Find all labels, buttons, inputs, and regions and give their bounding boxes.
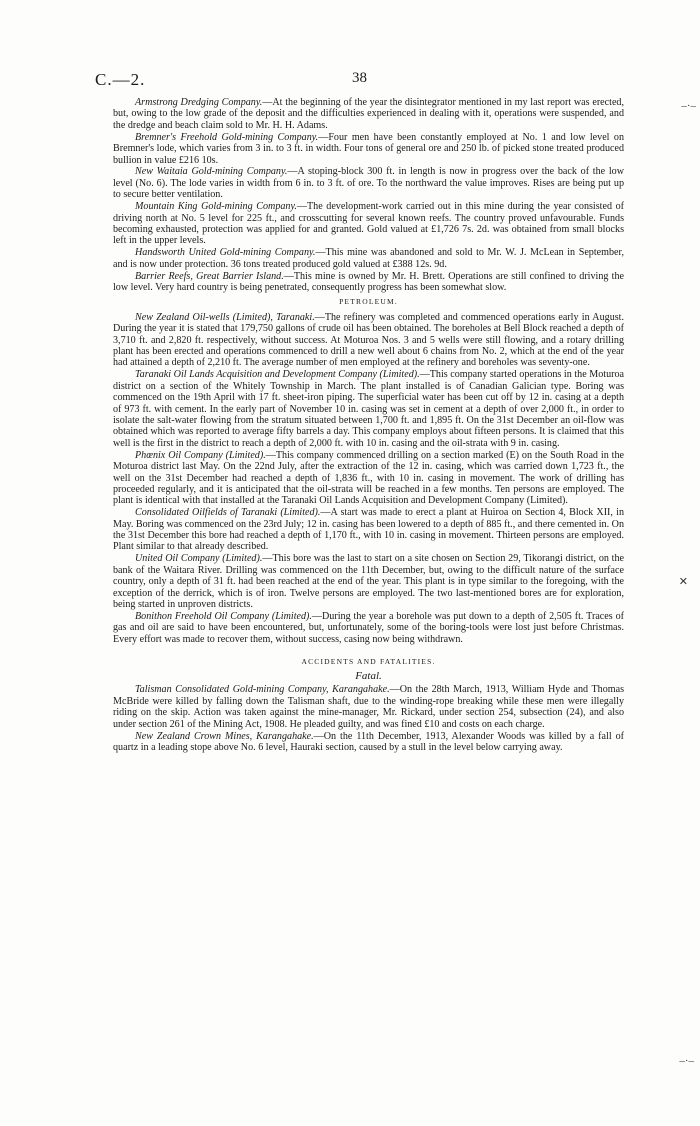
paragraph-united-oil — [113, 553, 624, 610]
company-name: Phœnix Oil Company (Limited). — [135, 449, 266, 461]
company-name: Mountain King Gold-mining Company. — [135, 201, 297, 213]
paragraph-text: —This mine was abandoned and sold to Mr. W. J. McLean in September, and is now under protection. 36 tons treated produced gold valued at £388 12s. 9d. — [113, 247, 624, 270]
margin-mark: ✕ — [678, 576, 688, 588]
paragraph-text: —During the year a borehole was put down to a depth of 2,505 ft. Traces of gas and oil are said to have been encountered, but, unfortunately, some of the boring-tools were lost just before Christmas. Every effort was made to recover them, without success, casing now being withdrawn. — [113, 610, 624, 645]
paragraph-text: —On the 28th March, 1913, William Hyde and Thomas McBride were killed by falling down the Talisman shaft, due to the winding-rope breaking while these men were illegally riding on the skip. Action was taken against the mine-manager, Mr. Rickard, under section 254, subsection (24), and also under section 261 of the Mining Act, 1908. He pleaded guilty, and was fined £10 and costs on each charge. — [113, 684, 624, 730]
document-reference: C.—2. — [95, 70, 146, 89]
company-name: Handsworth United Gold-mining Company. — [135, 247, 316, 259]
paragraph-new-waitaia — [113, 166, 624, 200]
paragraph-consolidated-oilfields — [113, 507, 624, 553]
paragraph-text: —This company started operations in the Moturoa district on a section of the Whitely Township in March. The plant installed is of Canadian Galician type. Boring was commenced on the 19th April with 17 ft. sheet-iron piping. The superficial water has been cut off by 12 in. casing at a depth of 973 ft. with cement. In the early part of November 10 in. casing was set in cement at a depth of over 2,000 ft., in order to isolate the salt-water flowing from the stratum situated between 1,700 ft. and 1,895 ft. On the 31st December an oil-flow was obtained which was reported to average fifty barrels a day. This company employs about fifteen persons. It is claimed that this well is the first in the district to reach a depth of 2,000 ft. with 10 in. casing and the oil-strata with 9 in. casing. — [113, 369, 625, 449]
spacer — [113, 646, 624, 653]
paragraph-text: —The development-work carried out in this mine during the year consisted of driving north at No. 5 level for 225 ft., and crosscutting for several known reefs. The country proved unfavourable. Funds becoming exhausted, protection was applied for and granted. Gold valued at £1,726 7s. 2d. was obtained from small blocks left in the upper levels. — [113, 201, 624, 247]
company-name: Barrier Reefs, Great Barrier Island. — [135, 270, 284, 282]
petroleum-heading: PETROLEUM. — [339, 297, 398, 307]
company-name: Bremner's Freehold Gold-mining Company. — [135, 131, 319, 143]
page-number: 38 — [352, 70, 367, 86]
paragraph-text: —This bore was the last to start on a site chosen on Section 29, Tikorangi district, on the bank of the Waitara River. Drilling was commenced on the 11th December, but, owing to the difficult nature of the surface country, only a depth of 31 ft. had been reached at the end of the year. This plant is in type similar to the foregoing, with the exception of the derrick, which is of iron. Twelve persons are employed. The two last-mentioned bores are for exploration, being started in unproven districts. — [113, 553, 624, 610]
paragraph-nz-oil-wells — [113, 312, 624, 369]
page-header — [95, 70, 624, 90]
paragraph-text: —This mine is owned by Mr. H. Brett. Operations are still confined to driving the low level. Very hard country is being penetrated, consequently progress has been somewhat slow. — [113, 270, 624, 293]
paragraph-text: —This company commenced drilling on a section marked (E) on the South Road in the Moturoa district last May. On the 22nd July, after the extraction of the 12 in. casing, which was carried down 1,723 ft., the well on the 31st December had reached a depth of 1,836 ft., with 10 in. casing in movement. The work of drilling has proceeded regularly, and it is anticipated that the oil-strata will be reached in a few months. Ten persons are employed. The plant is identical with that installed at the Taranaki Oil Lands Acquisition and Development Company (Limited). — [113, 449, 624, 507]
paragraph-armstrong — [113, 97, 624, 131]
company-name: Talisman Consolidated Gold-mining Company, Karangahake. — [135, 684, 390, 696]
page-body — [113, 97, 624, 754]
paragraph-talisman — [113, 684, 624, 730]
margin-mark: –·– — [679, 1055, 694, 1067]
company-name: New Zealand Crown Mines, Karangahake. — [135, 730, 314, 742]
paragraph-barrier-reefs — [113, 271, 624, 294]
paragraph-phoenix-oil — [113, 450, 624, 507]
accidents-heading: ACCIDENTS AND FATALITIES. — [301, 656, 436, 666]
fatal-subheading: Fatal. — [355, 670, 382, 682]
paragraph-text: —On the 11th December, 1913, Alexander Woods was killed by a fall of quartz in a leading stope above No. 6 level, Hauraki section, caused by a stull in the level below carrying away. — [113, 730, 624, 753]
company-name: New Waitaia Gold-mining Company. — [135, 166, 288, 178]
paragraph-text: —Four men have been constantly employed at No. 1 and low level on Bremner's lode, which varies from 3 in. to 3 ft. in width. Four tons of general ore and 250 lb. of picked stone treated produced bullion in value £216 10s. — [113, 131, 625, 166]
paragraph-mountain-king — [113, 201, 624, 247]
paragraph-bremner — [113, 132, 624, 166]
paragraph-bonithon — [113, 611, 624, 645]
company-name: Taranaki Oil Lands Acquisition and Development Company (Limited). — [135, 369, 420, 381]
paragraph-text: —A start was made to erect a plant at Huiroa on Section 4, Block XII, in May. Boring was commenced on the 23rd July; 12 in. casing has been lowered to a depth of 885 ft., and there cemented in. On the 31st December this bore had reached a depth of 1,170 ft., with 10 in. casing in movement. Thirteen persons are employed. Plant similar to that already described. — [113, 507, 624, 553]
company-name: Armstrong Dredging Company. — [135, 97, 263, 108]
paragraph-taranaki-oil-lands — [113, 369, 624, 449]
paragraph-text: —The refinery was completed and commenced operations early in August. During the year it is stated that 179,750 gallons of crude oil has been obtained. The boreholes at Bell Block reached a depth of 3,710 ft. and 2,820 ft. respectively, without success. At Moturoa Nos. 3 and 5 wells were still flowing, and a rotary drilling plant has been erected and operations commenced to drill a new well about 6 chains from No. 2, which at the end of the year had attained a depth of 2,210 ft. The average number of men employed at the refinery and boreholes was seventy-one. — [113, 311, 624, 369]
paragraph-text: —At the beginning of the year the disintegrator mentioned in my last report was erected, but, owing to the low grade of the deposit and the difficulties experienced in dealing with it, operations were suspended, and the dredge and beach claim sold to Mr. H. H. Adams. — [113, 97, 624, 131]
company-name: New Zealand Oil-wells (Limited), Taranaki. — [135, 311, 315, 323]
company-name: United Oil Company (Limited). — [135, 553, 263, 565]
company-name: Bonithon Freehold Oil Company (Limited). — [135, 610, 312, 622]
paragraph-handsworth — [113, 247, 624, 270]
margin-mark: –·– — [681, 100, 696, 112]
paragraph-nz-crown-mines — [113, 731, 624, 754]
company-name: Consolidated Oilfields of Taranaki (Limited). — [135, 507, 321, 519]
paragraph-text: —A stoping-block 300 ft. in length is now in progress over the back of the low level (No. 6). The lode varies in width from 6 in. to 3 ft. of ore. To the northward the value improves. Rises are being put up to secure better ventilation. — [113, 166, 624, 201]
